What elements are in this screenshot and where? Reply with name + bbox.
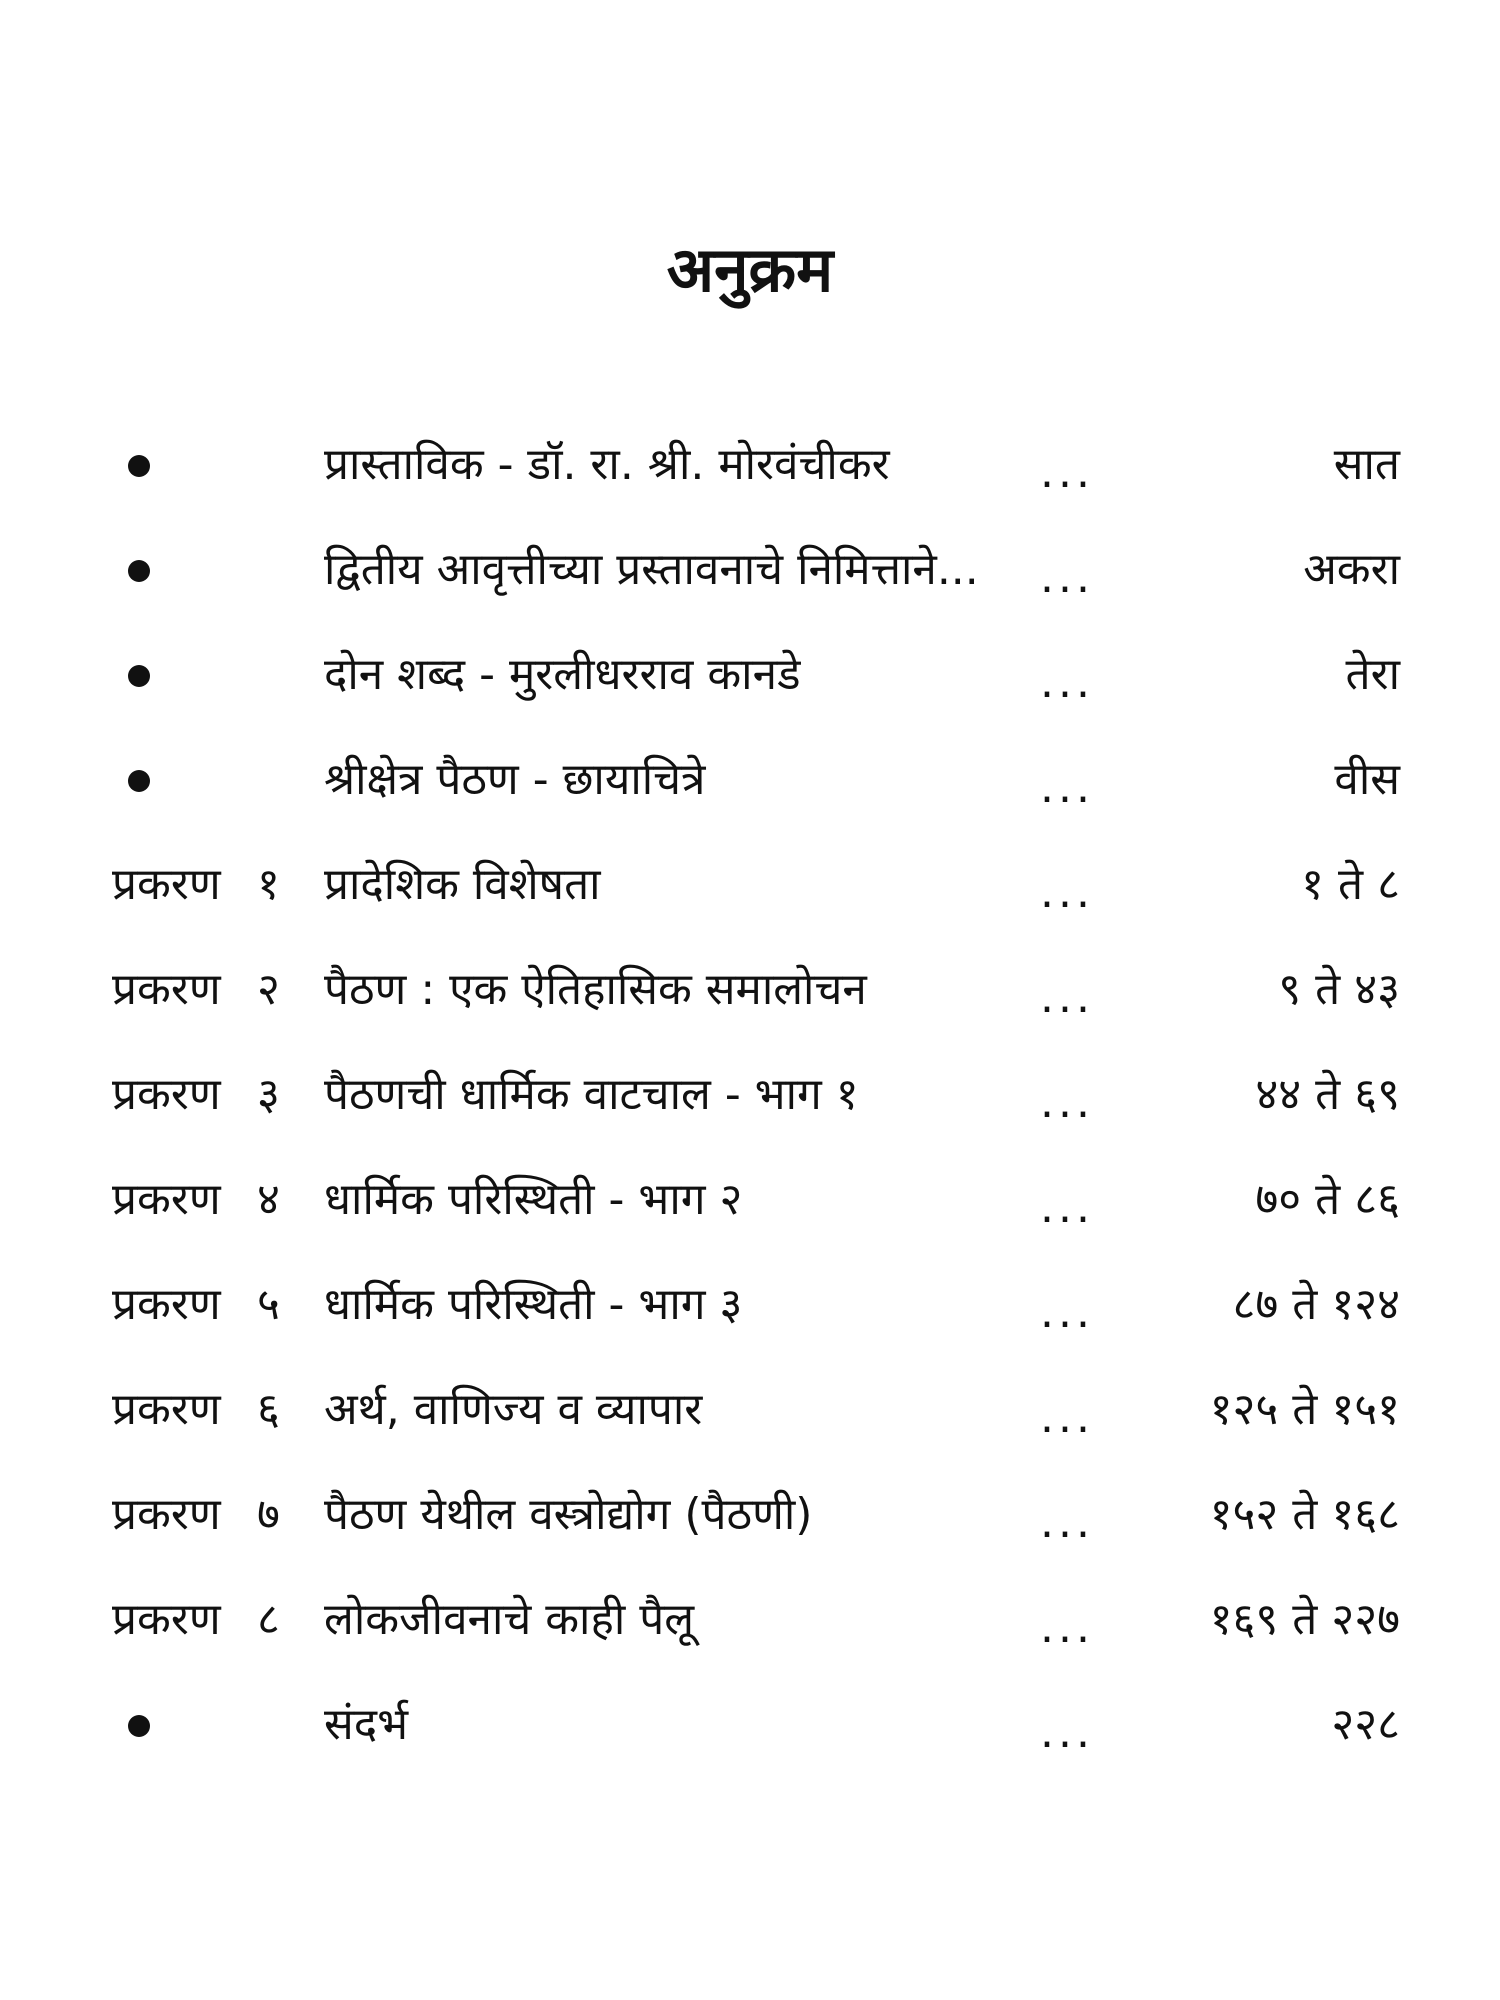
chapter-label: प्रकरण [112, 964, 221, 1015]
toc-page-range: २२८ [1331, 1699, 1400, 1750]
toc-entry [0, 1060, 1500, 1165]
toc-entry-marker [112, 745, 312, 815]
toc-entry-marker [112, 1375, 312, 1445]
toc-entry [0, 955, 1500, 1060]
toc-page-range: ७० ते ८६ [1255, 1174, 1400, 1225]
bullet-icon [128, 560, 150, 582]
toc-entry [0, 1270, 1500, 1375]
toc-page-range: ९ ते ४३ [1278, 964, 1400, 1015]
toc-leader-dots: ... [1040, 1497, 1094, 1548]
chapter-number: ३ [257, 1069, 280, 1120]
toc-leader-dots: ... [1040, 1602, 1094, 1653]
toc-entry-title: धार्मिक परिस्थिती - भाग ३ [324, 1279, 743, 1330]
page-title: अनुक्रम [666, 233, 834, 306]
toc-page-range: सात [1333, 439, 1400, 490]
chapter-label: प्रकरण [112, 1489, 221, 1540]
toc-entry [0, 1375, 1500, 1480]
toc-entry-marker [112, 1165, 312, 1235]
toc-entry-title: दोन शब्द - मुरलीधरराव कानडे [324, 649, 801, 700]
toc-entry-marker [112, 1480, 312, 1550]
toc-entry [0, 1585, 1500, 1690]
chapter-number: ७ [257, 1489, 280, 1540]
toc-leader-dots: ... [1040, 657, 1094, 708]
toc-entry-title: पैठणची धार्मिक वाटचाल - भाग १ [324, 1069, 859, 1120]
bullet-icon [128, 665, 150, 687]
toc-entry [0, 535, 1500, 640]
toc-page-range: १५२ ते १६८ [1209, 1489, 1400, 1540]
toc-entry [0, 850, 1500, 955]
chapter-number: २ [257, 964, 280, 1015]
toc-entry-title: श्रीक्षेत्र पैठण - छायाचित्रे [324, 754, 706, 805]
toc-entry-title: प्रास्ताविक - डॉ. रा. श्री. मोरवंचीकर [324, 439, 890, 490]
toc-leader-dots: ... [1040, 762, 1094, 813]
toc-page-range: ८७ ते १२४ [1232, 1279, 1400, 1330]
toc-leader-dots: ... [1040, 972, 1094, 1023]
chapter-number: ६ [257, 1384, 280, 1435]
bullet-icon [128, 1715, 150, 1737]
toc-entry [0, 640, 1500, 745]
toc-page-range: तेरा [1345, 649, 1400, 700]
toc-entry-title: अर्थ, वाणिज्य व व्यापार [324, 1384, 703, 1435]
toc-page-range: अकरा [1303, 544, 1400, 595]
toc-leader-dots: ... [1040, 1077, 1094, 1128]
chapter-number: १ [257, 859, 280, 910]
toc-entry [0, 745, 1500, 850]
toc-leader-dots: ... [1040, 867, 1094, 918]
toc-entry-title: प्रादेशिक विशेषता [324, 859, 601, 910]
table-of-contents [0, 430, 1500, 1795]
toc-page-range: वीस [1334, 754, 1400, 805]
toc-leader-dots: ... [1040, 1707, 1094, 1758]
toc-entry-title: लोकजीवनाचे काही पैलू [324, 1594, 695, 1645]
chapter-label: प्रकरण [112, 1594, 221, 1645]
toc-entry-title: द्वितीय आवृत्तीच्या प्रस्तावनाचे निमित्ताने... [324, 544, 979, 595]
toc-page-range: १ ते ८ [1301, 859, 1400, 910]
toc-entry-title: संदर्भ [324, 1699, 409, 1750]
bullet-icon [128, 770, 150, 792]
toc-entry-title: धार्मिक परिस्थिती - भाग २ [324, 1174, 743, 1225]
toc-entry-marker [112, 1690, 312, 1760]
toc-entry [0, 1165, 1500, 1270]
chapter-label: प्रकरण [112, 1174, 221, 1225]
chapter-number: ४ [257, 1174, 280, 1225]
chapter-label: प्रकरण [112, 1069, 221, 1120]
toc-page-range: १६९ ते २२७ [1209, 1594, 1400, 1645]
toc-entry-marker [112, 535, 312, 605]
bullet-icon [128, 455, 150, 477]
chapter-label: प्रकरण [112, 859, 221, 910]
toc-leader-dots: ... [1040, 1392, 1094, 1443]
toc-leader-dots: ... [1040, 447, 1094, 498]
chapter-label: प्रकरण [112, 1384, 221, 1435]
toc-leader-dots: ... [1040, 1182, 1094, 1233]
toc-entry-marker [112, 1060, 312, 1130]
toc-leader-dots: ... [1040, 1287, 1094, 1338]
chapter-label: प्रकरण [112, 1279, 221, 1330]
toc-entry-marker [112, 640, 312, 710]
toc-entry-marker [112, 955, 312, 1025]
toc-entry [0, 1480, 1500, 1585]
toc-page-range: १२५ ते १५१ [1209, 1384, 1400, 1435]
toc-entry [0, 430, 1500, 535]
toc-leader-dots: ... [1040, 552, 1094, 603]
chapter-number: ८ [257, 1594, 280, 1645]
toc-entry-marker [112, 1585, 312, 1655]
toc-entry-marker [112, 1270, 312, 1340]
toc-page-range: ४४ ते ६९ [1255, 1069, 1400, 1120]
toc-entry-title: पैठण : एक ऐतिहासिक समालोचन [324, 964, 867, 1015]
toc-entry-marker [112, 430, 312, 500]
toc-entry-title: पैठण येथील वस्त्रोद्योग (पैठणी) [324, 1489, 813, 1540]
toc-entry [0, 1690, 1500, 1795]
toc-entry-marker [112, 850, 312, 920]
chapter-number: ५ [257, 1279, 280, 1330]
